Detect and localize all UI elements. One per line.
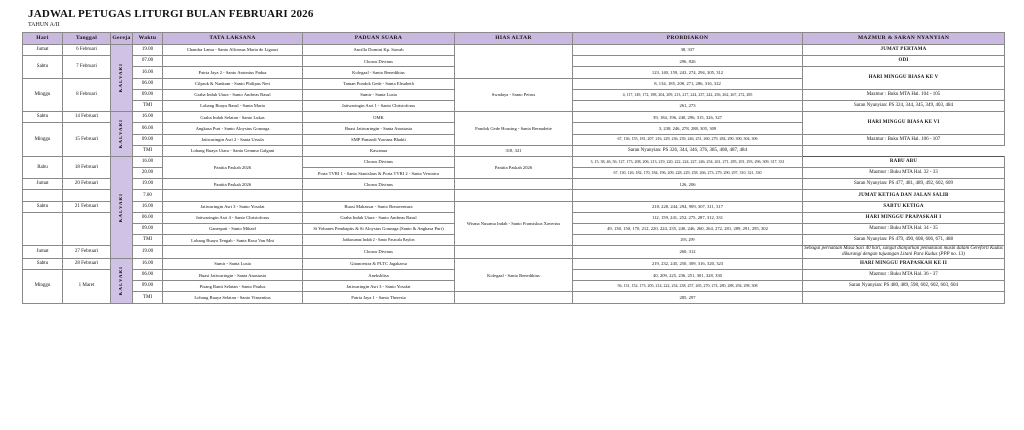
cell-hari: Jumat: [23, 45, 63, 56]
table-row: [23, 45, 1005, 56]
cell-tata: Patria Jaya 2 - Santo Antonius Padua: [163, 67, 303, 78]
cell-paduan: Jatiwaringin Asri 1 - Santo Christoforus: [303, 100, 455, 111]
cell-tata: Lohang Buaya Tengah - Santa Rosa Van Mni: [163, 235, 303, 246]
cell-mazmur-note: Sebagai pernataan Masa Suci 40 hari, sangat dianjurkan pemakaian musik dalam Gereforti Kudus dikurangi dengan tujuangan Litani Para Kudus (PPP no. 13): [804, 246, 1003, 258]
cell-waktu: TMI: [133, 100, 163, 111]
cell-hias: [455, 45, 573, 79]
cell-waktu: 19.00: [133, 246, 163, 259]
cell-mazmur-sub: Saran Nyanyian: PS 326, 344, 346, 376, 385, 408, 487, 484: [573, 145, 803, 156]
cell-tanggal: 6 Februari: [63, 45, 111, 56]
cell-pro: 4, 117, 149, 172, 188, 204, 209, 213, 217, 224, 237, 242, 256, 262, 267, 272, 285: [573, 89, 803, 100]
cell-tata: Lohang Buaya Rasul - Santa Maria: [163, 100, 303, 111]
cell-hias: Panitia Paskah 2026: [455, 156, 573, 178]
liturgy-schedule-table: [22, 32, 1005, 304]
cell-waktu: 06.00: [133, 123, 163, 134]
cell-pro: 123, 140, 159, 243, 274, 294, 305, 312: [573, 67, 803, 78]
cell-tata: Angkasa Puri - Santo Aloysius Gonzaga: [163, 123, 303, 134]
cell-paduan: Patria Jaya 1 - Santa Theresia: [303, 292, 455, 303]
cell-pro: 40, 209, 225, 236, 251, 301, 328, 330: [573, 270, 803, 281]
cell-tata: Buasi Jatiwaringin - Santa Anastasia: [163, 270, 303, 281]
cell-paduan: Jatikusumat Indah 2 - Santo Paszcala Baylon: [303, 235, 455, 246]
cell-pro: [573, 190, 803, 201]
cell-mazmur-sub: Saran Nyanyian: PS 324, 344, 345, 349, 403, 484: [803, 100, 1005, 111]
cell-waktu: 16.00: [133, 258, 163, 269]
cell-waktu: 06.00: [133, 212, 163, 223]
cell-paduan: St Yohanes Pembaptis & St Aloysius Gonzaga (Santo & Angkasa Puri): [303, 224, 455, 235]
cell-mazmur-sub: [803, 292, 1005, 303]
cell-paduan: Buasi Makassar - Santo Bonaventura: [303, 201, 455, 212]
cell-mazmur-head: HARI MINGGU BIASA KE V: [803, 67, 1005, 89]
cell-tata: Panitia Paskah 2026: [163, 179, 303, 190]
col-tata-laksana: TATA LAKSANA: [163, 33, 303, 45]
cell-paduan: Chorus Divinus: [303, 179, 455, 190]
col-paduan-suara: PADUAN SUARA: [303, 33, 455, 45]
cell-pro: 112, 159, 241, 252, 275, 287, 312, 331: [573, 212, 803, 223]
cell-hari: Minggu: [23, 78, 63, 112]
cell-pro: 293, 299: [573, 235, 803, 246]
cell-pro: 218, 228, 244, 294, 909, 307, 311, 317: [573, 201, 803, 212]
cell-waktu: 06.00: [133, 78, 163, 89]
cell-waktu: 16.00: [133, 201, 163, 212]
cell-mazmur-sub: Mazmur : Buku MTA Hal. 32 - 33: [803, 168, 1005, 179]
cell-paduan: Ancilla Domini Kp. Sawah: [303, 45, 455, 56]
cell-hari: Jumat: [23, 246, 63, 259]
cell-tanggal: 15 Februari: [63, 123, 111, 157]
cell-mazmur-head: SABTU KETIGA: [803, 201, 1005, 212]
cell-tanggal: 14 Februari: [63, 112, 111, 123]
table-row: [23, 145, 1005, 156]
cell-pro: 285, 297: [573, 292, 803, 303]
cell-mazmur-head: HARI MINGGU BIASA KE VI: [803, 112, 1005, 134]
cell-tata: Cilpruk & Nankam - Santo Philipus Neri: [163, 78, 303, 89]
cell-waktu: 20.00: [133, 168, 163, 179]
cell-tanggal: [63, 190, 111, 201]
cell-hari: Sabtu: [23, 56, 63, 78]
cell-hias: Kolegaal - Santo Benediktus: [455, 258, 573, 292]
cell-hari: [23, 212, 63, 246]
cell-tanggal: 1 Maret: [63, 270, 111, 304]
col-hias-altar: HIAS ALTAR: [455, 33, 573, 45]
cell-pro: 260, 312: [573, 246, 803, 259]
table-row: [23, 258, 1005, 269]
cell-hias: Pondok Gede Housing - Santa Bernadette: [455, 112, 573, 146]
col-hari: Hari: [23, 33, 63, 45]
cell-paduan: Taman Pondok Gede - Santa Elisabeth: [303, 78, 455, 89]
cell-mazmur-head: RABU ABU: [803, 156, 1005, 167]
cell-waktu: 09.00: [133, 89, 163, 100]
col-waktu: Waktu: [133, 33, 163, 45]
cell-tanggal: [63, 212, 111, 246]
cell-paduan: Kolegaal - Santo Benediktus: [303, 67, 455, 78]
cell-mazmur-sub: Saran Nyanyian: PS 479, 490, 608, 606, 671, 488: [803, 235, 1005, 246]
cell-waktu: 19.00: [133, 179, 163, 190]
cell-hari: Minggu: [23, 123, 63, 157]
cell-waktu: TMI: [133, 292, 163, 303]
cell-tata: Chandra Lama - Santo Alfonsus Maria de Ligouri: [163, 45, 303, 56]
cell-waktu: TMI: [133, 145, 163, 156]
cell-tata: [163, 56, 303, 67]
table-row: [23, 190, 1005, 201]
cell-tata: [163, 190, 303, 201]
col-gereja: Gereja: [111, 33, 133, 45]
cell-hari: Sabtu: [23, 201, 63, 212]
cell-tanggal: 7 Februari: [63, 56, 111, 78]
cell-tanggal: 8 Februari: [63, 78, 111, 112]
cell-mazmur-sub: Mazmur : Buku MTA Hal. 34 - 35: [803, 224, 1005, 235]
page-subtitle: TAHUN A/II: [28, 22, 60, 28]
cell-tata: Panitia Paskah 2026: [163, 156, 303, 178]
cell-waktu: 09.00: [133, 281, 163, 292]
cell-pro: 318, 321: [455, 145, 573, 156]
cell-pro: 56, 131, 152, 173, 205, 214, 222, 234, 238, 257, 265, 270, 274, 280, 288, 294, 298, 308: [573, 281, 803, 292]
cell-tata: Graha Indah Selatan - Santo Lukas: [163, 112, 303, 123]
cell-tata: Jatiwaringin Asri 2 - Santa Ursula: [163, 134, 303, 145]
cell-hias: [455, 190, 573, 201]
cell-pro: 38, 337: [573, 45, 803, 56]
table-row: [23, 179, 1005, 190]
cell-hari: Rabu: [23, 156, 63, 178]
table-row: [23, 246, 1005, 259]
cell-tata: Pisang Ranti Selatan - Santo Paulus: [163, 281, 303, 292]
cell-pro: 39, 184, 196, 240, 296, 315, 326, 327: [573, 112, 803, 123]
cell-waktu: 07.00: [133, 56, 163, 67]
cell-mazmur-head: ODI: [803, 56, 1005, 67]
cell-paduan: Buasi Jatiwaringin - Santa Anastasia: [303, 123, 455, 134]
col-tanggal: Tanggal: [63, 33, 111, 45]
cell-tata: Ganespati - Santo Mikael: [163, 224, 303, 235]
cell-gereja: KALVARI: [111, 112, 133, 157]
cell-tata: Lohang Buaya Selatan - Santo Vinsentius: [163, 292, 303, 303]
cell-paduan: Jatiwaringin Asri 3 - Santo Yosafat: [303, 281, 455, 292]
cell-waktu: 16.00: [133, 112, 163, 123]
cell-hias: [455, 292, 573, 303]
cell-tanggal: 27 Februari: [63, 246, 111, 259]
cell-mazmur-sub: Mazmur : Buku MTA Hal. 36 - 37: [803, 270, 1005, 281]
table-row: [23, 156, 1005, 167]
cell-mazmur-sub: Mazmur : Buku MTA Hal. 104 - 105: [803, 89, 1005, 100]
cell-waktu: 16.00: [133, 67, 163, 78]
cell-tata: Sumir - Santa Lusia: [163, 258, 303, 269]
cell-pro: 8, 134, 185, 208, 271, 286, 316, 322: [573, 78, 803, 89]
cell-tata: Jatiwaringin Asri 3 - Santo Yosafat: [163, 201, 303, 212]
cell-waktu: TMI: [133, 235, 163, 246]
cell-paduan: SMP Pamardi Yuwana Bhakti: [303, 134, 455, 145]
cell-mazmur-head: HARI MINGGU PRAPASKAH KE II: [803, 258, 1005, 269]
cell-pro: 296, 826: [573, 56, 803, 67]
cell-gereja: KALVARI: [111, 258, 133, 303]
cell-pro: 3, 238, 246, 278, 288, 305, 309: [573, 123, 803, 134]
cell-tata: Graha Indah Utara - Santo Andreas Rasul: [163, 89, 303, 100]
cell-pro: 219, 232, 245, 250, 309, 316, 320, 323: [573, 258, 803, 269]
cell-paduan: Gitanoestra & PLTC Jagakarsa: [303, 258, 455, 269]
cell-tata: Lohang Buaya Utara - Santa Gemma Galgani: [163, 145, 303, 156]
cell-mazmur-sub: Saran Nyanyian: PS 477, 481, 489, 492, 602, 609: [803, 179, 1005, 190]
cell-waktu: 09.00: [133, 224, 163, 235]
col-probdiakon: PROBDIAKON: [573, 33, 803, 45]
cell-gereja: KALVARI: [111, 45, 133, 112]
cell-paduan: Aneksblisa: [303, 270, 455, 281]
cell-hias: [455, 246, 573, 259]
cell-tanggal: 18 Februari: [63, 156, 111, 178]
table-header-row: [23, 33, 1005, 45]
cell-waktu: 06.00: [133, 270, 163, 281]
cell-paduan: Kawanua: [303, 145, 455, 156]
cell-paduan: [303, 190, 455, 201]
cell-paduan: OMK: [303, 112, 455, 123]
table-row: [23, 112, 1005, 123]
cell-tanggal: 20 Februari: [63, 179, 111, 190]
cell-hari: [23, 190, 63, 201]
cell-tanggal: 21 Februari: [63, 201, 111, 212]
cell-pro: 67, 130, 126, 182, 170, 184, 196, 209, 228, 229, 258, 266, 273, 279, 290, 297, 310, 321, 330: [573, 168, 803, 179]
cell-paduan: Chorus Divinus: [303, 56, 455, 67]
cell-paduan: Chorus Divinus: [303, 246, 455, 259]
cell-tata: [163, 246, 303, 259]
cell-mazmur-head: JUMAT KETIGA DAN JALAN SALIB: [803, 190, 1005, 201]
col-mazmur: MAZMUR & SARAN NYANYIAN: [803, 33, 1005, 45]
cell-waktu: 09.00: [133, 134, 163, 145]
cell-pro: 261, 273: [573, 100, 803, 111]
cell-hias: [455, 179, 573, 190]
cell-hari: Minggu: [23, 270, 63, 304]
page-title: JADWAL PETUGAS LITURGI BULAN FEBRUARI 2026: [28, 8, 314, 20]
cell-mazmur-head: JUMAT PERTAMA: [803, 45, 1005, 56]
cell-hari: Sabtu: [23, 258, 63, 269]
cell-hari: Sabtu: [23, 112, 63, 123]
cell-pro: 126, 206: [573, 179, 803, 190]
cell-mazmur-head: HARI MINGGU PRAPASKAH I: [803, 212, 1005, 223]
cell-waktu: 16.00: [133, 156, 163, 167]
cell-pro: 3, 15, 38, 46, 56, 127, 173, 208, 206, 213, 219, 220, 222, 224, 227, 246, 254, 261, 271, 285, 291, 293, 296, 309, 317, 331: [573, 156, 803, 167]
cell-mazmur-sub: Mazmur : Buku MTA Hal. 106 - 107: [803, 134, 1005, 145]
cell-gereja: KALVARI: [111, 156, 133, 258]
cell-paduan: Chorus Divinus: [303, 156, 455, 167]
cell-pro: 67, 136, 155, 181, 207, 216, 229, 236, 239, 246, 251, 260, 279, 284, 290, 300, 304, 306: [573, 134, 803, 145]
cell-tanggal: 28 Februari: [63, 258, 111, 269]
cell-hari: Jumat: [23, 179, 63, 190]
cell-waktu: 19.00: [133, 45, 163, 56]
cell-paduan: Graha Indah Utara - Santo Andreas Rasul: [303, 212, 455, 223]
cell-paduan: Sumir - Santa Lusia: [303, 89, 455, 100]
table-row: [23, 201, 1005, 212]
cell-waktu: 7.00: [133, 190, 163, 201]
cell-paduan: Porta TVRI 1 - Santo Stanislaus & Porta TVRI 2 - Santa Veronica: [303, 168, 455, 179]
cell-mazmur-sub: Saran Nyanyian: PS 480, 489, 598, 602, 602, 603, 604: [803, 281, 1005, 292]
table-row: [23, 292, 1005, 303]
cell-pro: 49, 130, 150, 170, 212, 220, 224, 235, 240, 246, 260, 264, 272, 281, 289, 291, 295, 302: [573, 224, 803, 235]
cell-tata: Jatiwaringin Asri 4 - Santo Christoforus: [163, 212, 303, 223]
cell-hias: Swadaya - Santo Petrus: [455, 78, 573, 112]
cell-hias: Wisma Nusama Indah - Santo Fransiskus Xaverius: [455, 201, 573, 246]
